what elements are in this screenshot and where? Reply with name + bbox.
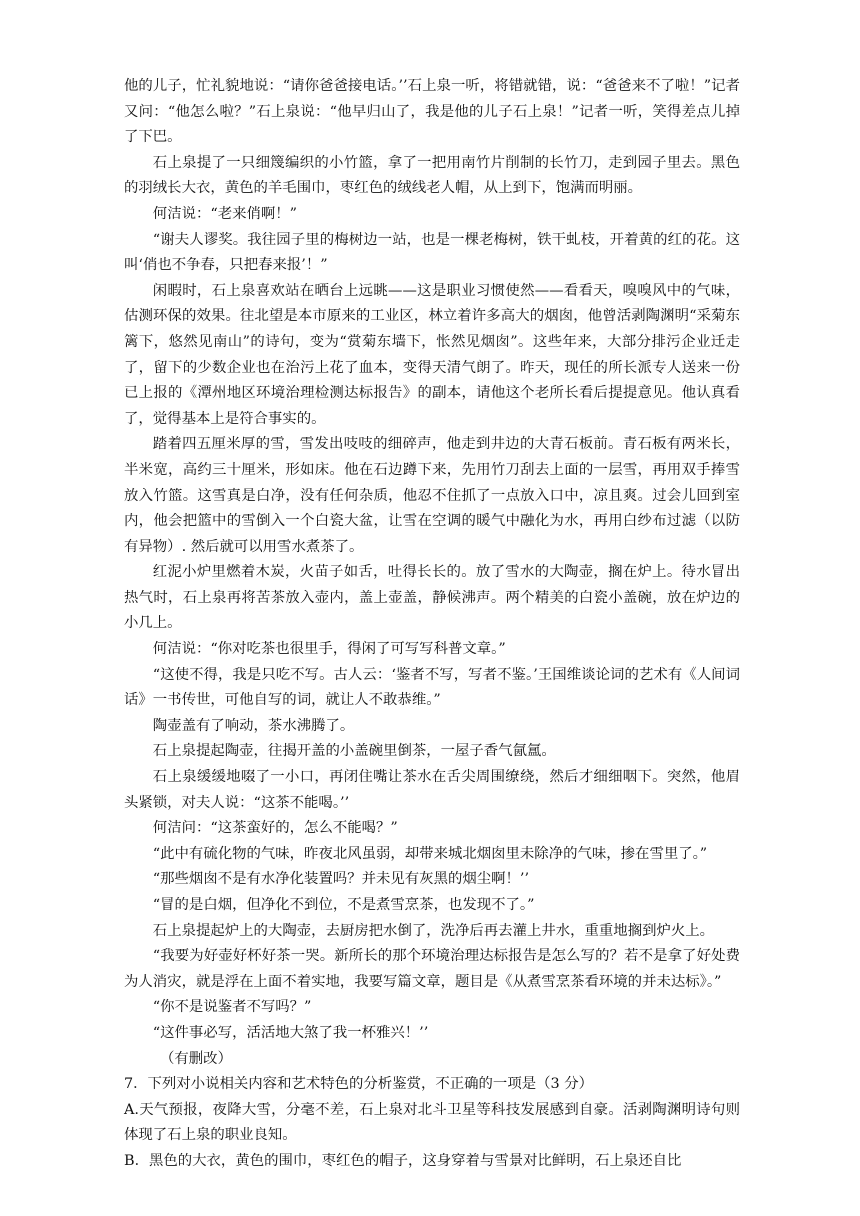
dialogue-line: 何洁问：“这茶蛮好的，怎么不能喝？” xyxy=(152,820,398,837)
dialogue-line: “你不是说鉴者不写吗？” xyxy=(152,999,312,1016)
option-b: B．黑色的大衣，黄色的围巾，枣红色的帽子，这身穿着与雪景对比鲜明，石上泉还自比 xyxy=(124,1152,682,1169)
dialogue-line: “这件事必写，活活地大煞了我一杯雅兴！’’ xyxy=(152,1024,429,1041)
option-a: A.天气预报，夜降大雪，分毫不差，石上泉对北斗卫星等科技发展感到自豪。活剥陶渊明诗句则体现了石上泉的职业良知。 xyxy=(124,1101,740,1144)
dialogue-line: “这使不得，我是只吃不写。古人云：‘鉴者不写，写者不鉴。’王国维谈论词的艺术有《人间词话》一书传世，可他自写的词，就让人不敢恭维。” xyxy=(124,666,740,709)
paragraph: 闲暇时，石上泉喜欢站在晒台上远眺——这是职业习惯使然——看看天，嗅嗅风中的气味，估测环保的效果。往北望是本市原来的工业区，林立着许多高大的烟囱，他曾活剥陶渊明“采菊东篱下，悠然见南山”的诗句，变为“赏菊东墙下，怅然见烟囱”。这些年来，大部分排污企业迁走了，留下的少数企业也在治污上花了血本，变得天清气朗了。昨天，现任的所长派专人送来一份已上报的《潭州地区环境治理检测达标报告》的副本，请他这个老所长看后提提意见。他认真看了，觉得基本上是符合事实的。 xyxy=(124,282,740,427)
paragraph: 踏着四五厘米厚的雪，雪发出吱吱的细碎声，他走到井边的大青石板前。青石板有两米长，半米宽，高约三十厘米，形如床。他在石边蹲下来，先用竹刀刮去上面的一层雪，再用双手捧雪放入竹篮。这雪真是白净，没有任何杂质，他忍不住抓了一点放入口中，凉且爽。过会儿回到室内，他会把篮中的雪倒入一个白瓷大盆，让雪在空调的暖气中融化为水，再用白纱布过滤（以防有异物）. 然后就可以用雪水煮茶了。 xyxy=(124,436,740,555)
paragraph: 石上泉提起炉上的大陶壶，去厨房把水倒了，洗净后再去灌上井水，重重地搁到炉火上。 xyxy=(152,922,715,939)
dialogue-line: “此中有硫化物的气味，昨夜北风虽弱，却带来城北烟囱里未除净的气味，掺在雪里了。” xyxy=(152,845,708,862)
dialogue-line: “那些烟囱不是有水净化装置吗？并未见有灰黑的烟尘啊！’’ xyxy=(152,871,530,888)
paragraph: 石上泉缓缓地啜了一小口，再闭住嘴让茶水在舌尖周围缭绕，然后才细细咽下。突然，他眉头紧锁，对夫人说：“这茶不能喝。’’ xyxy=(124,769,740,811)
dialogue-line: 何洁说：“你对吃茶也很里手，得闲了可写写科普文章。” xyxy=(152,641,506,658)
document-body xyxy=(124,74,740,1175)
paragraph: 他的儿子，忙礼貌地说：“请你爸爸接电话。’’石上泉一听，将错就错，说：“爸爸来不了啦！”记者又问：“他怎么啦？”石上泉说：“他早归山了，我是他的儿子石上泉！”记者一听，笑得差点儿掉了下巴。 xyxy=(124,78,740,146)
paragraph: 石上泉提了一只细篾编织的小竹篮，拿了一把用南竹片削制的长竹刀，走到园子里去。黑色的羽绒长大衣，黄色的羊毛围巾，枣红色的绒线老人帽，从上到下，饱满而明丽。 xyxy=(124,154,740,197)
dialogue-line: “冒的是白烟，但净化不到位，不是煮雪烹茶，也发现不了。” xyxy=(152,897,535,913)
source-note: （有删改） xyxy=(160,1050,232,1067)
paragraph: 石上泉提起陶壶，往揭开盖的小盖碗里倒茶，一屋子香气氤氲。 xyxy=(152,743,556,760)
question-7: 7．下列对小说相关内容和艺术特色的分析鉴赏，不正确的一项是（3 分） xyxy=(124,1076,593,1093)
dialogue-line: 何洁说：“老来俏啊！” xyxy=(152,205,298,222)
paragraph: 陶壶盖有了响动，茶水沸腾了。 xyxy=(152,717,355,734)
paragraph: 红泥小炉里燃着木炭，火苗子如舌，吐得长长的。放了雪水的大陶壶，搁在炉上。待水冒出热气时，石上泉再将苦茶放入壶内，盖上壶盖，静候沸声。两个精美的白瓷小盖碗，放在炉边的小几上。 xyxy=(124,564,740,632)
dialogue-line: “我要为好壶好杯好茶一哭。新所长的那个环境治理达标报告是怎么写的？若不是拿了好处费为人消灾，就是浮在上面不着实地，我要写篇文章，题目是《从煮雪烹茶看环境的并未达标》。” xyxy=(124,948,740,990)
dialogue-line: “谢夫人谬奖。我往园子里的梅树边一站，也是一棵老梅树，铁干虬枝，开着黄的红的花。这叫‘俏也不争春，只把春来报’！” xyxy=(124,231,740,274)
